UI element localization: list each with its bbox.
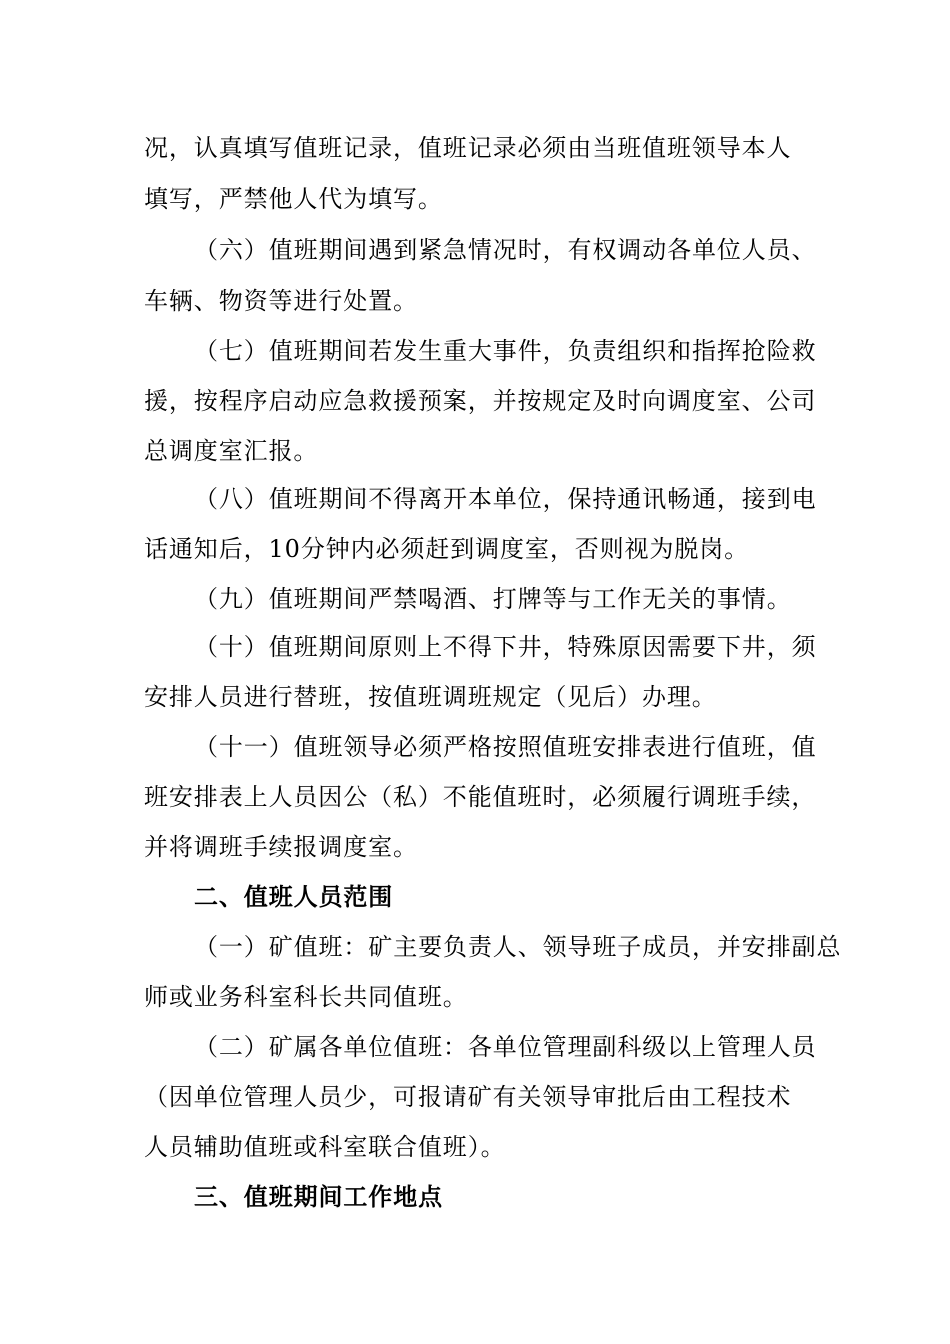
body-text-line: （八）值班期间不得离开本单位，保持通讯畅通，接到电 xyxy=(194,485,817,513)
body-text-line: （九）值班期间严禁喝酒、打牌等与工作无关的事情。 xyxy=(194,585,792,613)
body-text-line: 师或业务科室科长共同值班。 xyxy=(144,983,468,1011)
body-text-line: 安排人员进行替班，按值班调班规定（见后）办理。 xyxy=(144,683,717,711)
body-text-line: 况，认真填写值班记录，值班记录必须由当班值班领导本人 xyxy=(144,134,792,162)
body-text-line: 话通知后，10分钟内必须赶到调度室，否则视为脱岗。 xyxy=(144,535,750,563)
body-text-line: 总调度室汇报。 xyxy=(144,437,319,465)
body-text-line: （一）矿值班：矿主要负责人、领导班子成员，并安排副总 xyxy=(194,933,842,961)
body-text-line: （十一）值班领导必须严格按照值班安排表进行值班，值 xyxy=(194,733,817,761)
body-text-line: 车辆、物资等进行处置。 xyxy=(144,287,418,315)
body-text-line: 班安排表上人员因公（私）不能值班时，必须履行调班手续， xyxy=(144,783,817,811)
section-heading: 三、值班期间工作地点 xyxy=(194,1183,443,1211)
body-text-line: （七）值班期间若发生重大事件，负责组织和指挥抢险救 xyxy=(194,337,817,365)
body-text-line: 并将调班手续报调度室。 xyxy=(144,833,418,861)
body-text-line: （二）矿属各单位值班：各单位管理副科级以上管理人员 xyxy=(194,1033,817,1061)
body-text-line: （六）值班期间遇到紧急情况时，有权调动各单位人员、 xyxy=(194,236,817,264)
body-text-line: 填写，严禁他人代为填写。 xyxy=(144,185,443,213)
body-text-line: 人员辅助值班或科室联合值班）。 xyxy=(144,1133,506,1161)
body-text-line: （十）值班期间原则上不得下井，特殊原因需要下井，须 xyxy=(194,633,817,661)
section-heading: 二、值班人员范围 xyxy=(194,883,394,911)
body-text-line: 援，按程序启动应急救援预案，并按规定及时向调度室、公司 xyxy=(144,387,817,415)
body-text-line: （因单位管理人员少，可报请矿有关领导审批后由工程技术 xyxy=(144,1083,792,1111)
